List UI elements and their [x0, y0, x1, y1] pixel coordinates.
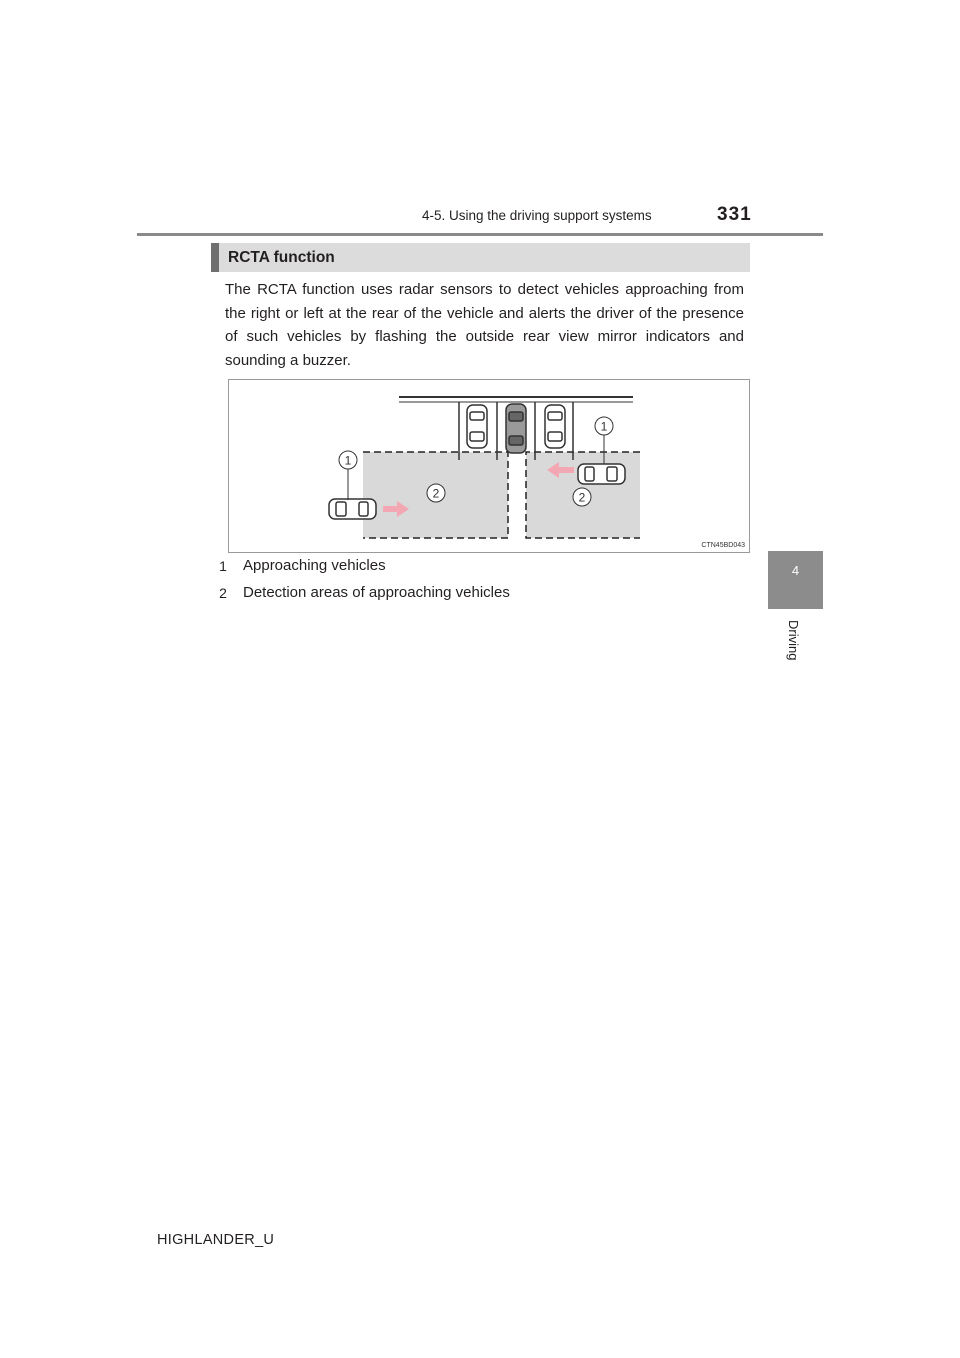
parking-lot-illustration: [229, 380, 749, 552]
chapter-tab: [768, 551, 823, 609]
legend-text: Detection areas of approaching vehicles: [243, 584, 510, 601]
page-number: 331: [717, 204, 752, 225]
footer-model: HIGHLANDER_U: [157, 1232, 275, 1248]
body-paragraph: The RCTA function uses radar sensors to detect vehicles approaching from the right or left at the rear of the vehicle and alerts the driver of the presence of such vehicles by flashing the outside rear view mirror indicators and sounding a buzzer.: [225, 281, 744, 369]
figure-code: CTN45BD043: [701, 542, 745, 549]
approaching-vehicle-right: [578, 464, 625, 484]
legend-marker: 2: [219, 585, 227, 601]
callout-label: 1: [344, 453, 352, 468]
callout-label: 1: [600, 419, 608, 434]
own-vehicle: [506, 404, 526, 453]
chapter-tab-label: Driving: [786, 620, 801, 661]
chapter-tab-number: 4: [791, 563, 800, 578]
legend-text: Approaching vehicles: [243, 557, 386, 574]
callout-label: 2: [432, 486, 440, 501]
approaching-vehicle-left: [329, 499, 376, 519]
section-heading: RCTA function: [211, 243, 750, 272]
parked-car-right: [545, 405, 565, 448]
callout-label: 2: [578, 490, 586, 505]
parked-car-left: [467, 405, 487, 448]
rcta-diagram: [228, 379, 750, 553]
header-divider: [137, 233, 823, 236]
header-section-title: 4-5. Using the driving support systems: [422, 208, 652, 223]
legend-marker: 1: [219, 558, 227, 574]
